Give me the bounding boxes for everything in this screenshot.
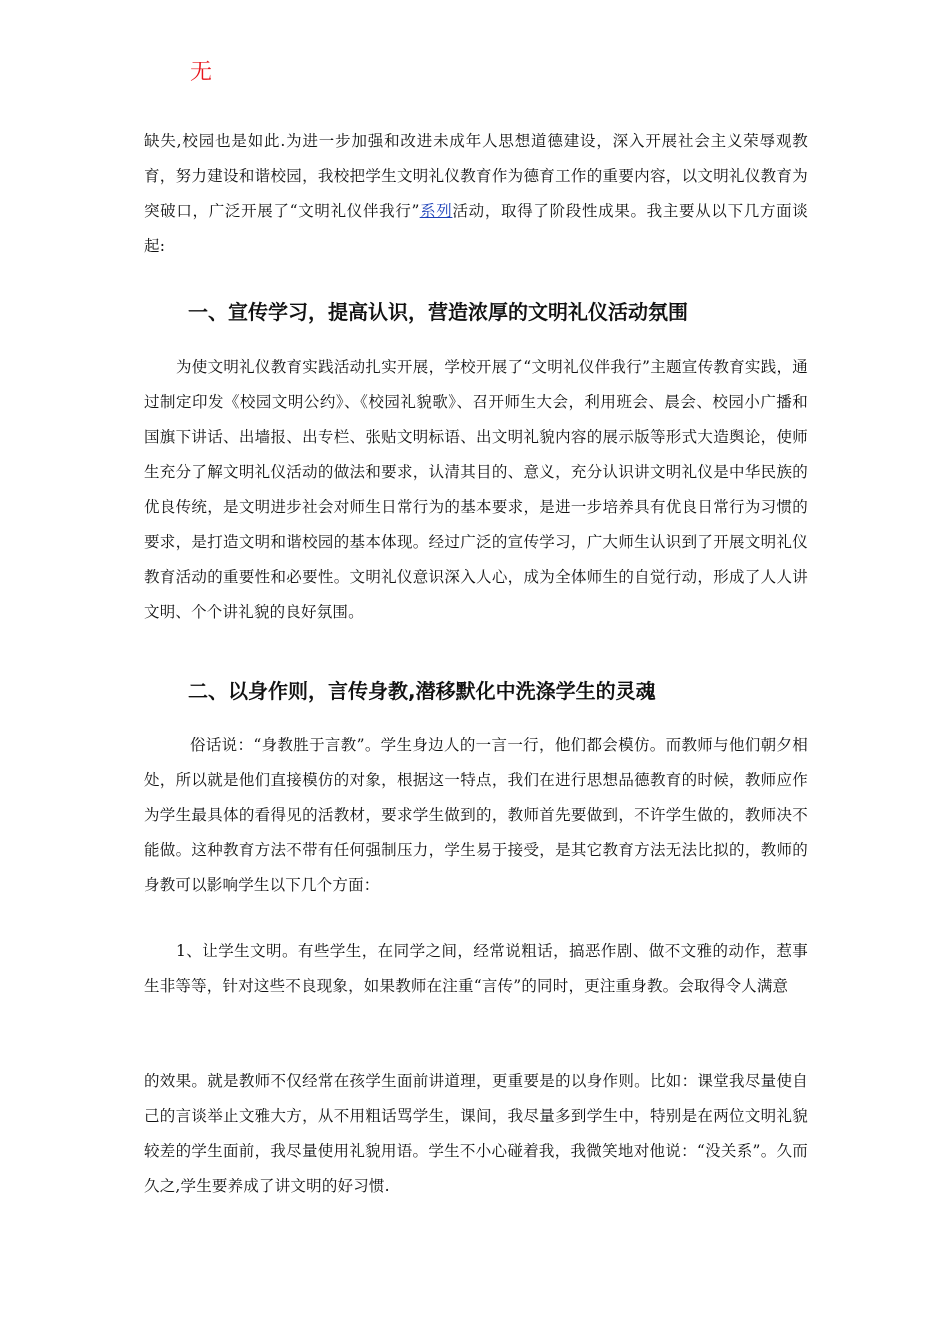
intro-text-before-link: 缺失,校园也是如此.为进一步加强和改进未成年人思想道德建设，深入开展社会主义荣辱观教育，努力建设和谐校园，我校把学生文明礼仪教育作为德育工作的重要内容，以文明礼仪教育为突破口，广泛开展了“文明礼仪伴我行” [144, 132, 808, 220]
section-1-paragraph: 为使文明礼仪教育实践活动扎实开展，学校开展了“文明礼仪伴我行”主题宣传教育实践，通过制定印发《校园文明公约》、《校园礼貌歌》、召开师生大会，利用班会、晨会、校园小广播和国旗下讲话、出墙报、出专栏、张贴文明标语、出文明礼貌内容的展示版等形式大造舆论，使师生充分了解文明礼仪活动的做法和要求，认清其目的、意义，充分认识讲文明礼仪是中华民族的优良传统，是文明进步社会对师生日常行为的基本要求，是进一步培养具有优良日常行为习惯的要求，是打造文明和谐校园的基本体现。经过广泛的宣传学习，广大师生认识到了开展文明礼仪教育活动的重要性和必要性。文明礼仪意识深入人心，成为全体师生的自觉行动，形成了人人讲文明、个个讲礼貌的良好氛围。 [144, 358, 808, 621]
red-corner-mark: 无 [190, 60, 213, 85]
continuation-paragraph: 的效果。就是教师不仅经常在孩学生面前讲道理，更重要是的以身作则。比如：课堂我尽量使自己的言谈举止文雅大方，从不用粗话骂学生，课间，我尽量多到学生中，特别是在两位文明礼貌较差的学生面前，我尽量使用礼貌用语。学生不小心碰着我，我微笑地对他说：“没关系”。久而久之,学生要养成了讲文明的好习惯. [144, 1072, 808, 1195]
section-2-heading: 二、以身作则，言传身教,潜移默化中洗涤学生的灵魂 [188, 679, 656, 703]
section-1-heading: 一、宣传学习，提高认识，营造浓厚的文明礼仪活动氛围 [188, 300, 688, 324]
section-2-paragraph: 俗话说：“身教胜于言教”。学生身边人的一言一行，他们都会模仿。而教师与他们朝夕相处，所以就是他们直接模仿的对象，根据这一特点，我们在进行思想品德教育的时候，教师应作为学生最具体的看得见的活教材，要求学生做到的，教师首先要做到，不许学生做的，教师决不能做。这种教育方法不带有任何强制压力，学生易于接受，是其它教育方法无法比拟的，教师的身教可以影响学生以下几个方面： [144, 736, 808, 894]
intro-text-after-link: 活动，取得了阶段性成果。我主要从以下几方面谈起: [144, 202, 809, 255]
item-1-paragraph: 1、让学生文明。有些学生，在同学之间，经常说粗话，搞恶作剧、做不文雅的动作，惹事生非等等，针对这些不良现象，如果教师在注重“言传”的同时，更注重身教。会取得令人满意 [144, 942, 808, 995]
intro-paragraph [144, 124, 808, 264]
series-link[interactable]: 系列 [419, 202, 453, 220]
